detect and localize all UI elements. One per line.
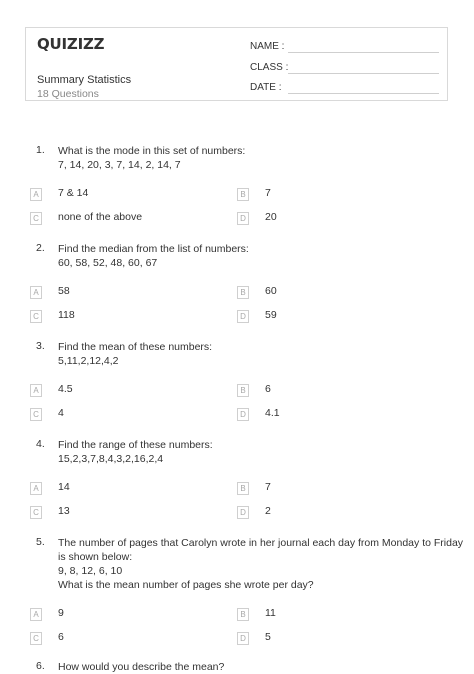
option-b-text: 6	[265, 383, 271, 395]
option-d-text: 4.1	[265, 407, 280, 419]
question-text: Find the mean of these numbers:	[58, 341, 213, 353]
class-label: CLASS :	[250, 62, 289, 73]
question-number: 2.	[36, 242, 45, 254]
option-b-marker[interactable]: B	[237, 384, 249, 397]
option-c-marker[interactable]: C	[30, 310, 42, 323]
option-d-marker[interactable]: D	[237, 212, 249, 225]
date-line[interactable]	[288, 93, 439, 94]
option-c-text: 6	[58, 631, 64, 643]
question-text: The number of pages that Carolyn wrote in her journal each day from Monday to Friday	[58, 537, 464, 549]
worksheet-header	[25, 27, 448, 101]
question-text: Find the median from the list of numbers:	[58, 243, 249, 255]
option-c-text: 13	[58, 505, 70, 517]
quizizz-logo: QUIZIZZ	[37, 35, 105, 53]
question-text: What is the mode in this set of numbers:	[58, 145, 246, 157]
class-line[interactable]	[288, 73, 439, 74]
option-c-marker[interactable]: C	[30, 632, 42, 645]
question-number: 3.	[36, 340, 45, 352]
name-label: NAME :	[250, 41, 285, 52]
option-d-text: 5	[265, 631, 271, 643]
option-c-marker[interactable]: C	[30, 506, 42, 519]
option-b-text: 7	[265, 187, 271, 199]
option-b-marker[interactable]: B	[237, 286, 249, 299]
option-a-text: 9	[58, 607, 64, 619]
question-number: 5.	[36, 536, 45, 548]
option-c-marker[interactable]: C	[30, 212, 42, 225]
option-d-marker[interactable]: D	[237, 310, 249, 323]
option-a-text: 7 & 14	[58, 187, 89, 199]
option-a-marker[interactable]: A	[30, 608, 42, 621]
option-a-marker[interactable]: A	[30, 384, 42, 397]
option-b-text: 60	[265, 285, 277, 297]
option-a-text: 58	[58, 285, 70, 297]
question-text: is shown below:	[58, 551, 133, 563]
worksheet-title: Summary Statistics	[37, 74, 132, 86]
name-line[interactable]	[288, 52, 439, 53]
question-count: 18 Questions	[37, 88, 99, 100]
question-text: 9, 8, 12, 6, 10	[58, 565, 123, 577]
option-a-text: 4.5	[58, 383, 73, 395]
question-number: 1.	[36, 144, 45, 156]
option-a-marker[interactable]: A	[30, 286, 42, 299]
question-text: 7, 14, 20, 3, 7, 14, 2, 14, 7	[58, 159, 181, 171]
question-text: 5,11,2,12,4,2	[58, 355, 119, 367]
question-number: 4.	[36, 438, 45, 450]
option-a-marker[interactable]: A	[30, 482, 42, 495]
date-label: DATE :	[250, 82, 282, 93]
option-a-marker[interactable]: A	[30, 188, 42, 201]
option-b-text: 11	[265, 607, 276, 619]
question-text: How would you describe the mean?	[58, 661, 225, 673]
option-c-text: 118	[58, 309, 75, 321]
option-b-text: 7	[265, 481, 271, 493]
option-c-text: none of the above	[58, 211, 143, 223]
question-number: 6.	[36, 660, 45, 672]
option-b-marker[interactable]: B	[237, 482, 249, 495]
question-text: 60, 58, 52, 48, 60, 67	[58, 257, 158, 269]
option-d-marker[interactable]: D	[237, 632, 249, 645]
question-text: What is the mean number of pages she wrote per day?	[58, 579, 314, 591]
option-d-text: 20	[265, 211, 277, 223]
question-text: Find the range of these numbers:	[58, 439, 213, 451]
option-b-marker[interactable]: B	[237, 608, 249, 621]
option-c-text: 4	[58, 407, 64, 419]
option-d-text: 2	[265, 505, 271, 517]
option-d-text: 59	[265, 309, 277, 321]
option-d-marker[interactable]: D	[237, 506, 249, 519]
option-c-marker[interactable]: C	[30, 408, 42, 421]
option-d-marker[interactable]: D	[237, 408, 249, 421]
option-b-marker[interactable]: B	[237, 188, 249, 201]
option-a-text: 14	[58, 481, 70, 493]
question-text: 15,2,3,7,8,4,3,2,16,2,4	[58, 453, 164, 465]
